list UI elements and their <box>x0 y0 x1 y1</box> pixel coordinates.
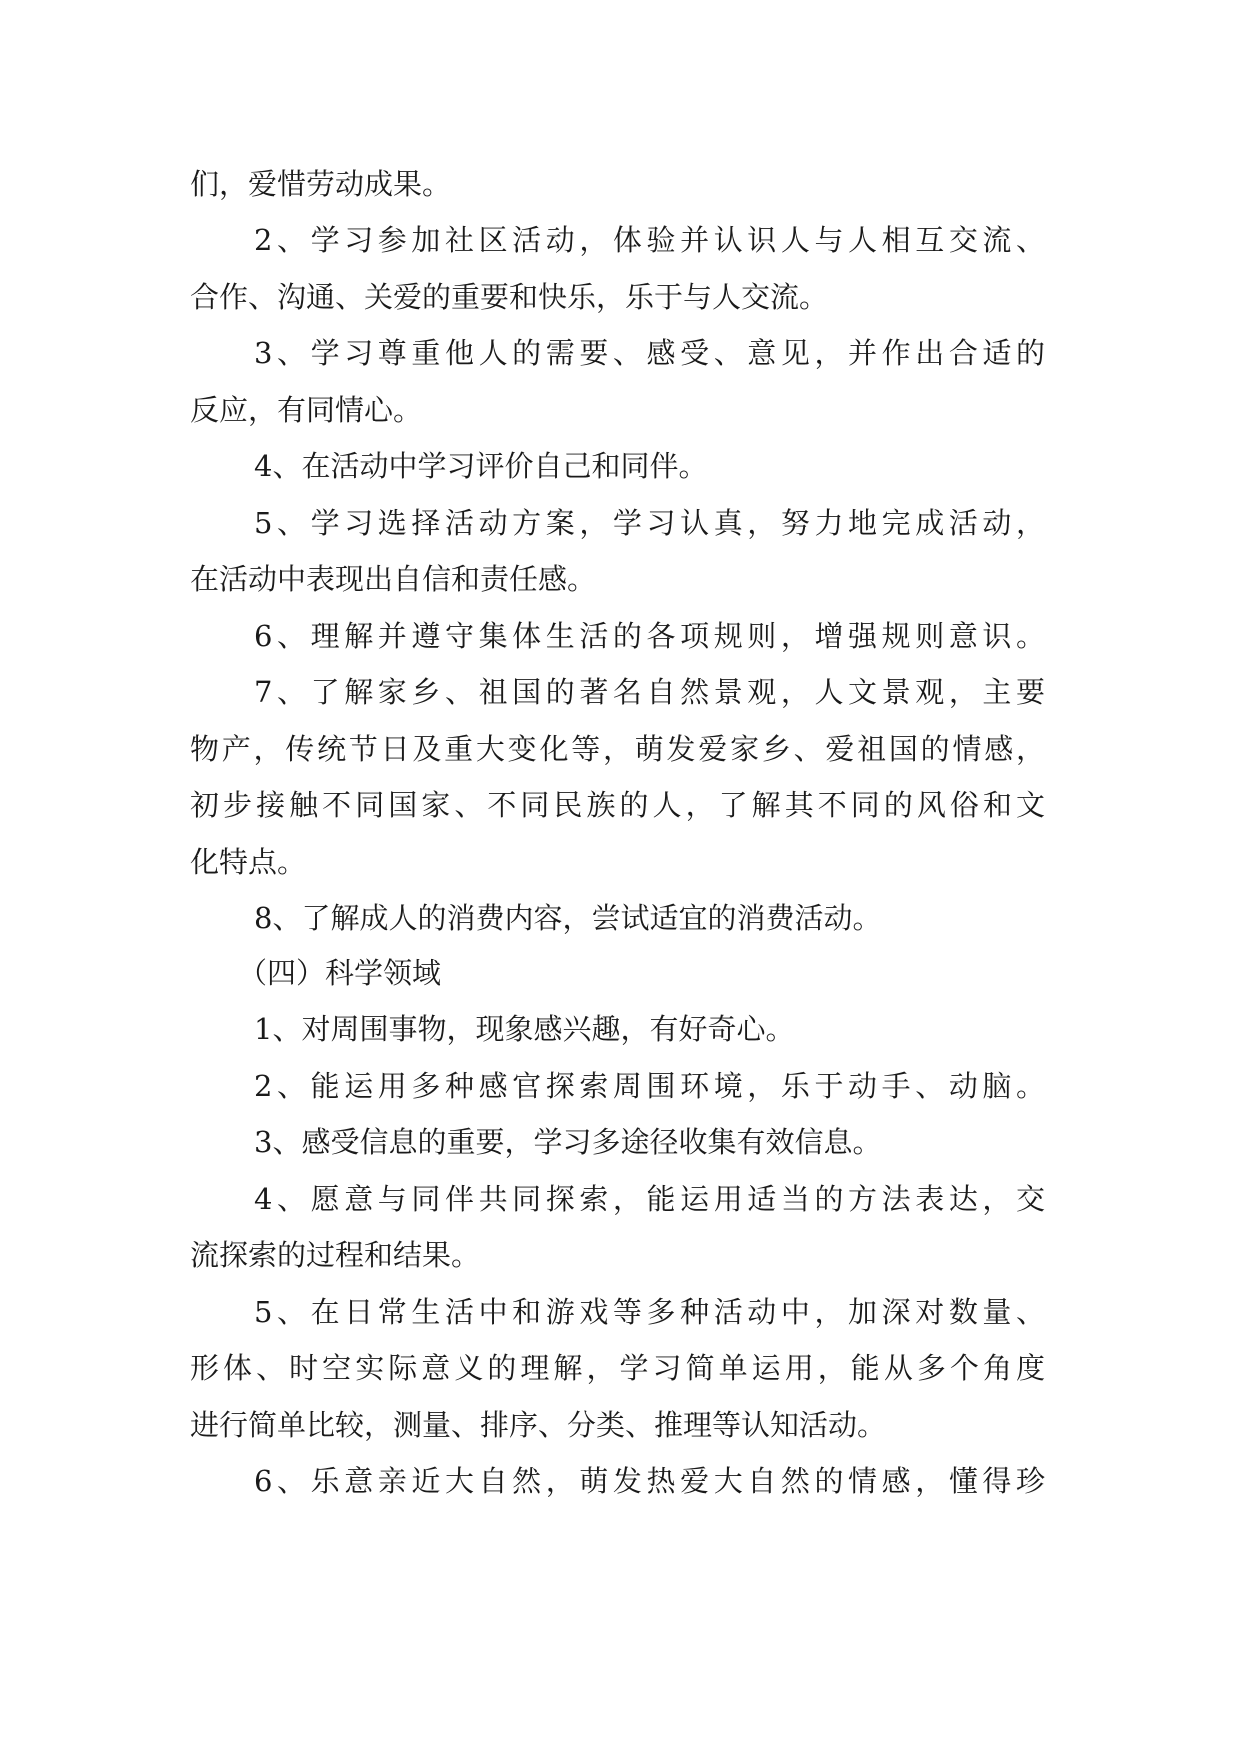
text-line-16: 1、对周围事物，现象感兴趣，有好奇心。 <box>254 1012 795 1046</box>
text-line-11: 物产，传统节日及重大变化等，萌发爱家乡、爱祖国的情感， <box>190 732 1045 766</box>
text-line-8: 在活动中表现出自信和责任感。 <box>190 562 597 596</box>
text-line-17: 2、能运用多种感官探索周围环境，乐于动手、动脑。 <box>254 1069 1045 1103</box>
text-line-21: 5、在日常生活中和游戏等多种活动中，加深对数量、 <box>254 1295 1045 1329</box>
text-line-24: 6、乐意亲近大自然，萌发热爱大自然的情感，懂得珍 <box>254 1464 1045 1498</box>
text-line-4: 3、学习尊重他人的需要、感受、意见，并作出合适的 <box>254 336 1045 370</box>
text-line-20: 流探索的过程和结果。 <box>190 1238 481 1272</box>
text-line-10: 7、了解家乡、祖国的著名自然景观，人文景观，主要 <box>254 675 1045 709</box>
text-line-6: 4、在活动中学习评价自己和同伴。 <box>254 449 708 483</box>
text-line-19: 4、愿意与同伴共同探索，能运用适当的方法表达，交 <box>254 1182 1045 1216</box>
text-line-23: 进行简单比较，测量、排序、分类、推理等认知活动。 <box>190 1408 887 1442</box>
text-line-7: 5、学习选择活动方案，学习认真，努力地完成活动， <box>254 506 1045 540</box>
text-line-3: 合作、沟通、关爱的重要和快乐，乐于与人交流。 <box>190 280 829 314</box>
text-line-18: 3、感受信息的重要，学习多途径收集有效信息。 <box>254 1125 882 1159</box>
text-line-5: 反应，有同情心。 <box>190 393 423 427</box>
text-line-13: 化特点。 <box>190 845 307 879</box>
text-line-9: 6、理解并遵守集体生活的各项规则，增强规则意识。 <box>254 619 1045 653</box>
text-line-22: 形体、时空实际意义的理解，学习简单运用，能从多个角度 <box>190 1351 1045 1385</box>
text-line-14: 8、了解成人的消费内容，尝试适宜的消费活动。 <box>254 901 882 935</box>
text-line-2: 2、学习参加社区活动，体验并认识人与人相互交流、 <box>254 223 1045 257</box>
section-heading: （四）科学领域 <box>238 956 442 990</box>
text-line-12: 初步接触不同国家、不同民族的人，了解其不同的风俗和文 <box>190 788 1045 822</box>
text-line-1: 们，爱惜劳动成果。 <box>190 167 452 201</box>
